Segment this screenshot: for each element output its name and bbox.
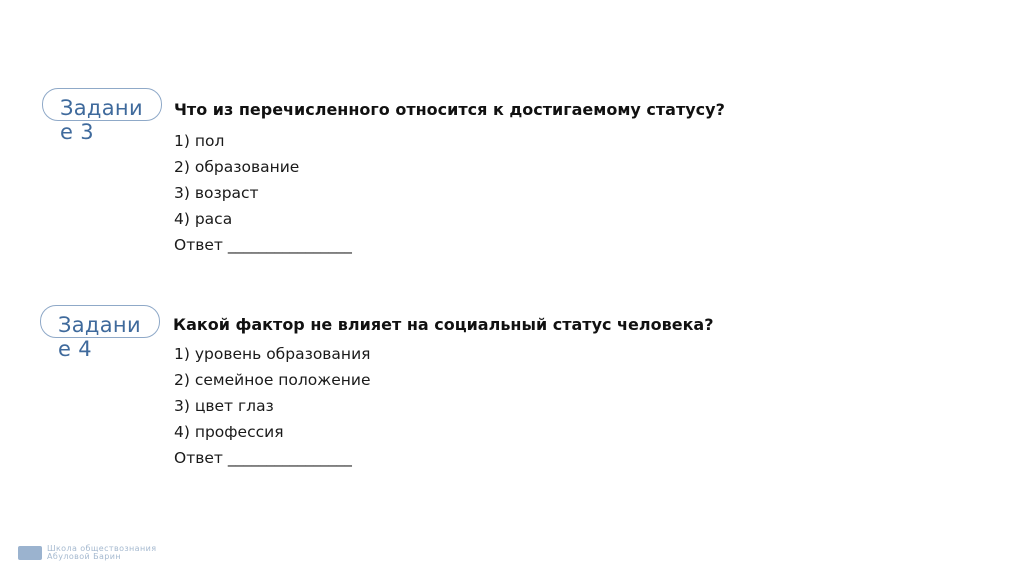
task-badge-label: Задание 4 [58,313,141,361]
footer-watermark [18,545,156,561]
option-item: 2) образование [174,158,300,176]
option-item: 3) возраст [174,184,259,202]
option-item: 2) семейное положение [174,371,371,389]
vk-logo-icon [18,546,42,560]
option-item: 1) уровень образования [174,345,371,363]
question-text: Какой фактор не влияет на социальный статус человека? [173,315,714,334]
option-item: 4) профессия [174,423,284,441]
footer-caption [47,545,156,561]
option-item: 3) цвет глаз [174,397,274,415]
task-badge-label: Задание 3 [60,96,143,144]
answer-line: Ответ ________________ [174,236,352,254]
footer-line-1: Школа обществознания [47,544,157,553]
answer-options [174,130,352,260]
answer-options [174,343,371,473]
footer-line-2: Абуловой Барин [47,552,121,561]
option-item: 4) раса [174,210,233,228]
option-item: 1) пол [174,132,225,150]
question-text: Что из перечисленного относится к достигаемому статусу? [174,100,725,119]
answer-line: Ответ ________________ [174,449,352,467]
